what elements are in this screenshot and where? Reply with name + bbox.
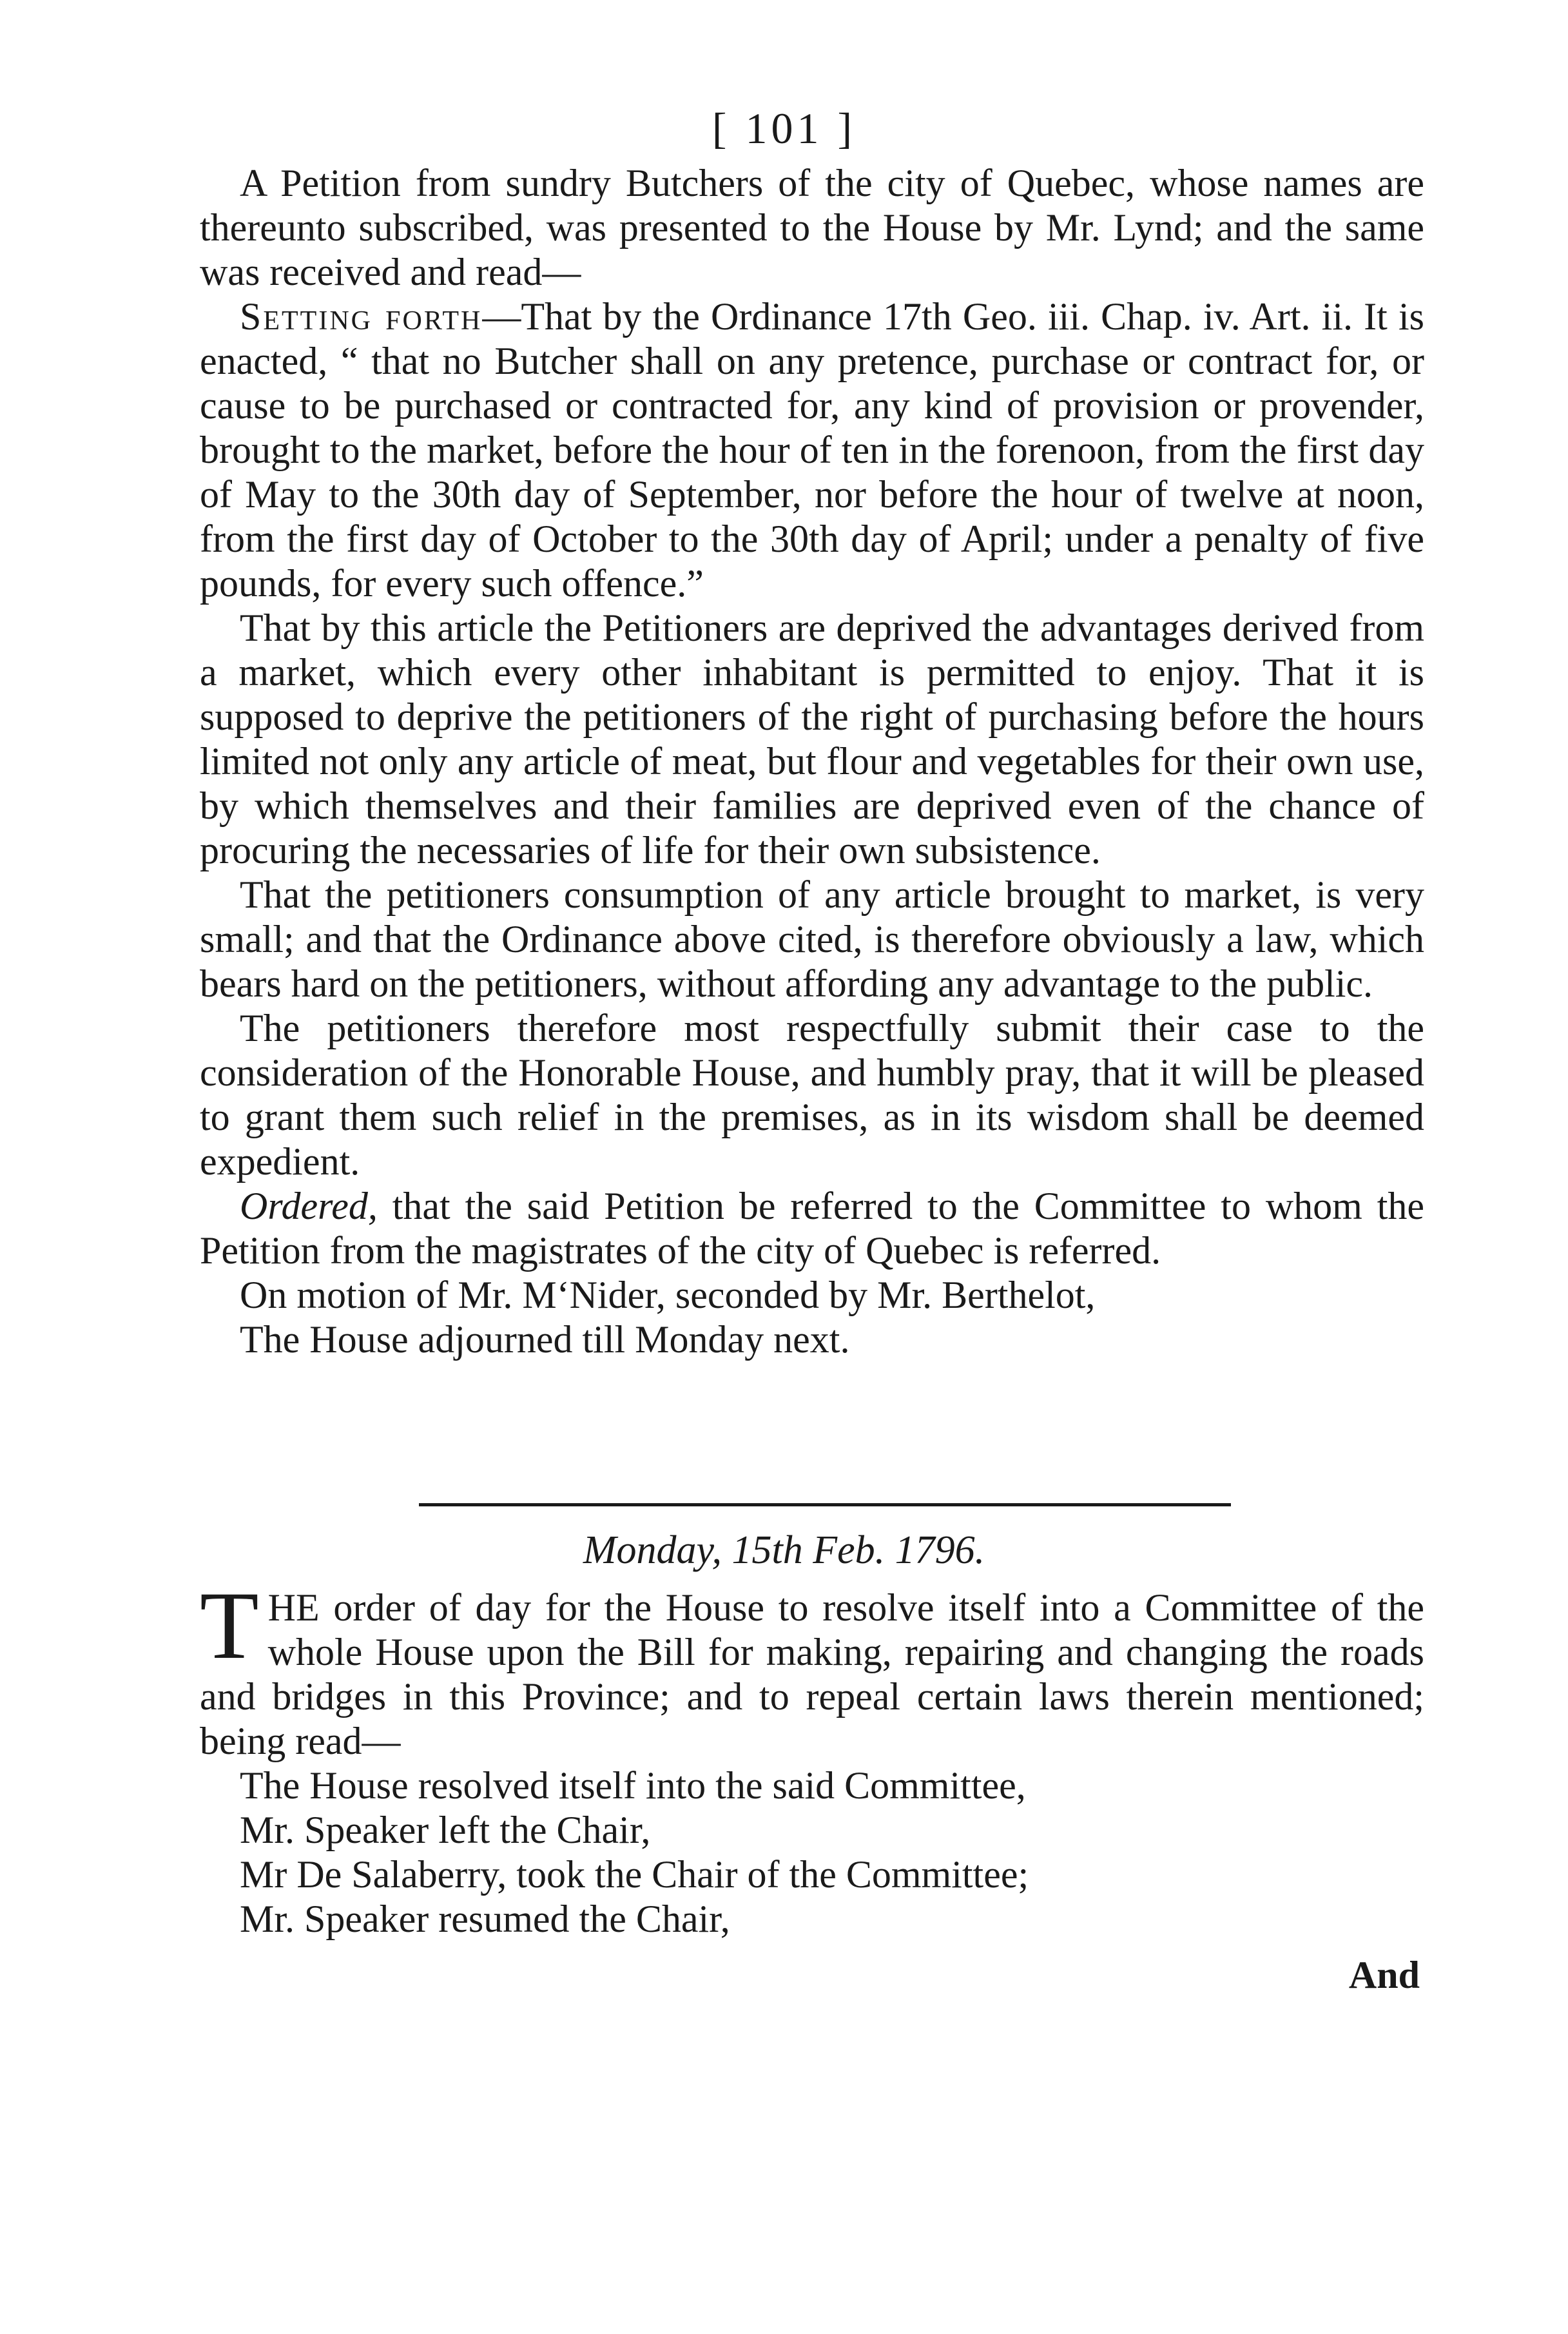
petition-opening-paragraph: A Petition from sundry Butchers of the city of Quebec, whose names are thereunto subscribed, was presented to the House by Mr. Lynd; and the same was received and read— xyxy=(200,162,1424,293)
petitioners-deprived-paragraph: That by this article the Petitioners are deprived the advantages derived from a market, which every other inhabitant is permitted to enjoy. That it is supposed to deprive the petitioners of the right of purchasing before the hours limited not only any article of meat, but flour and vegetables for their own use, by which themselves and their families are deprived even of the chance of procuring the necessaries of life for their own subsistence. xyxy=(200,607,1424,871)
catchword: And xyxy=(1348,1954,1420,1996)
monday-proceedings-section xyxy=(200,1572,1424,1941)
order-of-day-text: HE order of day for the House to resolve itself into a Committee of the whole House upon the Bill for making, repairing and changing the roads and bridges in this Province; and to repeal certain laws therein mentioned; being read— xyxy=(200,1586,1424,1762)
petition-section xyxy=(200,161,1424,1362)
adjourned-line: The House adjourned till Monday next. xyxy=(240,1318,850,1361)
proceeding-line-speaker-resumed: Mr. Speaker resumed the Chair, xyxy=(240,1898,730,1940)
consumption-paragraph: That the petitioners consumption of any article brought to market, is very small; and that the Ordinance above cited, is therefore obviously a law, which bears hard on the petitioners, without affording any advantage to the public. xyxy=(200,873,1424,1005)
date-heading: Monday, 15th Feb. 1796. xyxy=(583,1528,985,1572)
ordered-label: Ordered, xyxy=(240,1185,378,1227)
proceeding-line-committee: The House resolved itself into the said Committee, xyxy=(240,1764,1026,1807)
proceeding-line-chair: Mr De Salaberry, took the Chair of the Committee; xyxy=(240,1853,1029,1896)
petitioners-pray-paragraph: The petitioners therefore most respectfully submit their case to the consideration of the Honorable House, and humbly pray, that it will be pleased to grant them such relief in the premises, as in its wisdom shall be deemed expedient. xyxy=(200,1007,1424,1183)
ordered-text: that the said Petition be referred to the Committee to whom the Petition from the magistrates of the city of Quebec is referred. xyxy=(200,1185,1424,1272)
motion-line: On motion of Mr. M‘Nider, seconded by Mr. Berthelot, xyxy=(240,1274,1096,1316)
setting-forth-text: —That by the Ordinance 17th Geo. iii. Chap. iv. Art. ii. It is enacted, “ that no Butcher shall on any pretence, purchase or contract for, or cause to be purchased or contracted for, any kind of provision or provender, brought to the market, before the hour of ten in the forenoon, from the first day of May to the 30th day of September, nor before the hour of twelve at noon, from the first day of October to the 30th day of April; under a penalty of five pounds, for every such offence.” xyxy=(200,295,1424,605)
setting-forth-paragraph xyxy=(200,295,1424,606)
section-divider-rule xyxy=(419,1503,1231,1506)
setting-forth-label: Setting forth xyxy=(240,295,483,338)
order-of-day-paragraph xyxy=(200,1572,1424,1764)
proceeding-line-speaker-left: Mr. Speaker left the Chair, xyxy=(240,1809,651,1851)
drop-cap-letter: T xyxy=(200,1572,259,1679)
ordered-paragraph xyxy=(200,1184,1424,1273)
page-number: [ 101 ] xyxy=(711,104,857,153)
